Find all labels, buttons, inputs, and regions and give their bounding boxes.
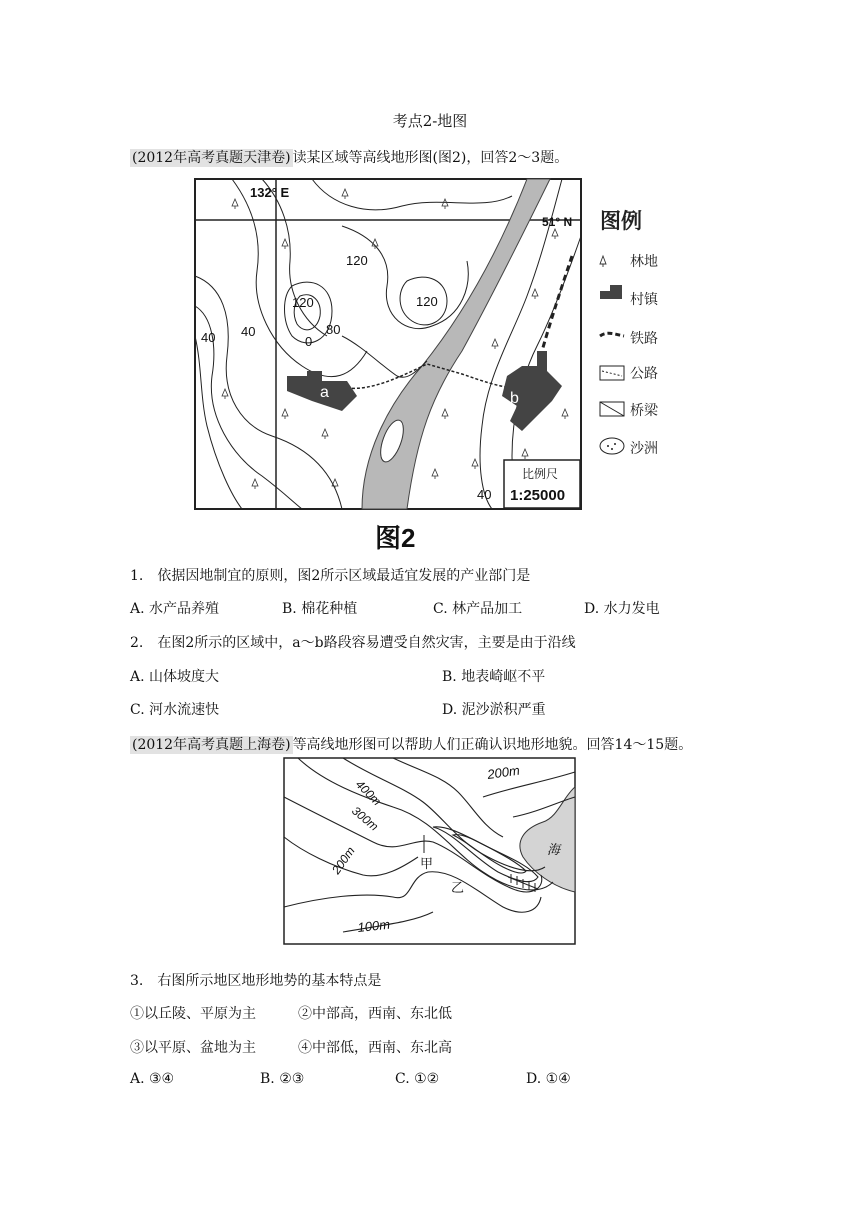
q3-statement-3: ③以平原、盆地为主 <box>130 1040 256 1056</box>
contour-label: 40 <box>241 324 256 339</box>
q2-option-c: C. 河水流速快 <box>130 702 220 718</box>
q2-option-d: D. 泥沙淤积严重 <box>442 702 546 718</box>
contour-label: 40 <box>477 487 492 502</box>
legend-sandbar-icon <box>600 438 624 454</box>
contour-label: 200m <box>328 844 358 877</box>
contour-label: 40 <box>201 330 216 345</box>
point-b-label: b <box>510 390 519 407</box>
legend-item: 林地 <box>630 253 658 269</box>
legend-forest-icon <box>600 256 606 267</box>
q2-option-a: A. 山体坡度大 <box>130 669 220 685</box>
legend-railway-icon <box>600 333 624 336</box>
q3-statement-1: ①以丘陵、平原为主 <box>130 1006 256 1022</box>
legend-title: 图例 <box>600 210 642 233</box>
contour-map-figure-shanghai <box>283 757 577 947</box>
contour-label: 0 <box>305 334 313 349</box>
longitude-label: 132° E <box>250 185 290 200</box>
contour-label: 120 <box>416 294 438 309</box>
q3-option-c: C. ①② <box>395 1071 440 1087</box>
section1-text: 读某区域等高线地形图(图2)，回答2～3题。 <box>292 150 569 166</box>
q3-statement-4: ④中部低，西南、东北高 <box>298 1040 452 1056</box>
latitude-label: 51° N <box>542 215 573 229</box>
document-title: 考点2-地图 <box>392 112 468 130</box>
legend <box>600 253 659 456</box>
section2-intro <box>130 734 692 754</box>
contour-map-figure-2 <box>192 176 692 556</box>
legend-item: 桥梁 <box>630 402 658 418</box>
figure-caption: 图2 <box>375 523 416 553</box>
legend-item: 铁路 <box>630 330 658 346</box>
contour-label: 400m <box>352 777 385 809</box>
yi-label: 乙 <box>451 880 465 895</box>
q2-option-b: B. 地表崎岖不平 <box>442 669 546 685</box>
jia-label: 甲 <box>420 856 434 871</box>
section1-source: (2012年高考真题天津卷) <box>132 150 291 166</box>
contour-label: 120 <box>292 295 314 310</box>
legend-item: 沙洲 <box>630 440 658 456</box>
q3-statement-2: ②中部高，西南、东北低 <box>298 1006 452 1022</box>
section2-source: (2012年高考真题上海卷) <box>132 737 291 753</box>
q1-option-b: B. 棉花种植 <box>282 601 358 617</box>
question-3-stem: 3. 右图所示地区地形地势的基本特点是 <box>130 973 382 989</box>
q3-option-d: D. ①④ <box>526 1071 571 1087</box>
contour-label: 80 <box>326 322 341 337</box>
point-a-label: a <box>320 384 329 401</box>
q1-option-c: C. 林产品加工 <box>433 601 523 617</box>
section1-intro <box>130 147 568 167</box>
legend-town-icon <box>600 285 622 299</box>
legend-item: 公路 <box>630 365 658 381</box>
contour-label: 200m <box>486 762 521 782</box>
question-1-stem: 1. 依据因地制宜的原则，图2所示区域最适宜发展的产业部门是 <box>130 568 531 584</box>
legend-item: 村镇 <box>630 291 658 307</box>
question-2-stem: 2. 在图2所示的区域中，a～b路段容易遭受自然灾害，主要是由于沿线 <box>130 635 576 651</box>
q3-option-a: A. ③④ <box>130 1071 175 1087</box>
contour-label: 100m <box>356 916 391 935</box>
q1-option-a: A. 水产品养殖 <box>130 601 220 617</box>
section2-text: 等高线地形图可以帮助人们正确认识地形地貌。回答14～15题。 <box>292 737 693 753</box>
q1-option-d: D. 水力发电 <box>584 601 660 617</box>
q3-option-b: B. ②③ <box>260 1071 305 1087</box>
scale-value: 1:25000 <box>510 487 566 504</box>
contour-label: 120 <box>346 253 368 268</box>
scale-title: 比例尺 <box>522 467 559 481</box>
sea-label: 海 <box>547 842 561 857</box>
legend-road-icon <box>600 366 624 380</box>
contour-label: 300m <box>349 803 382 834</box>
